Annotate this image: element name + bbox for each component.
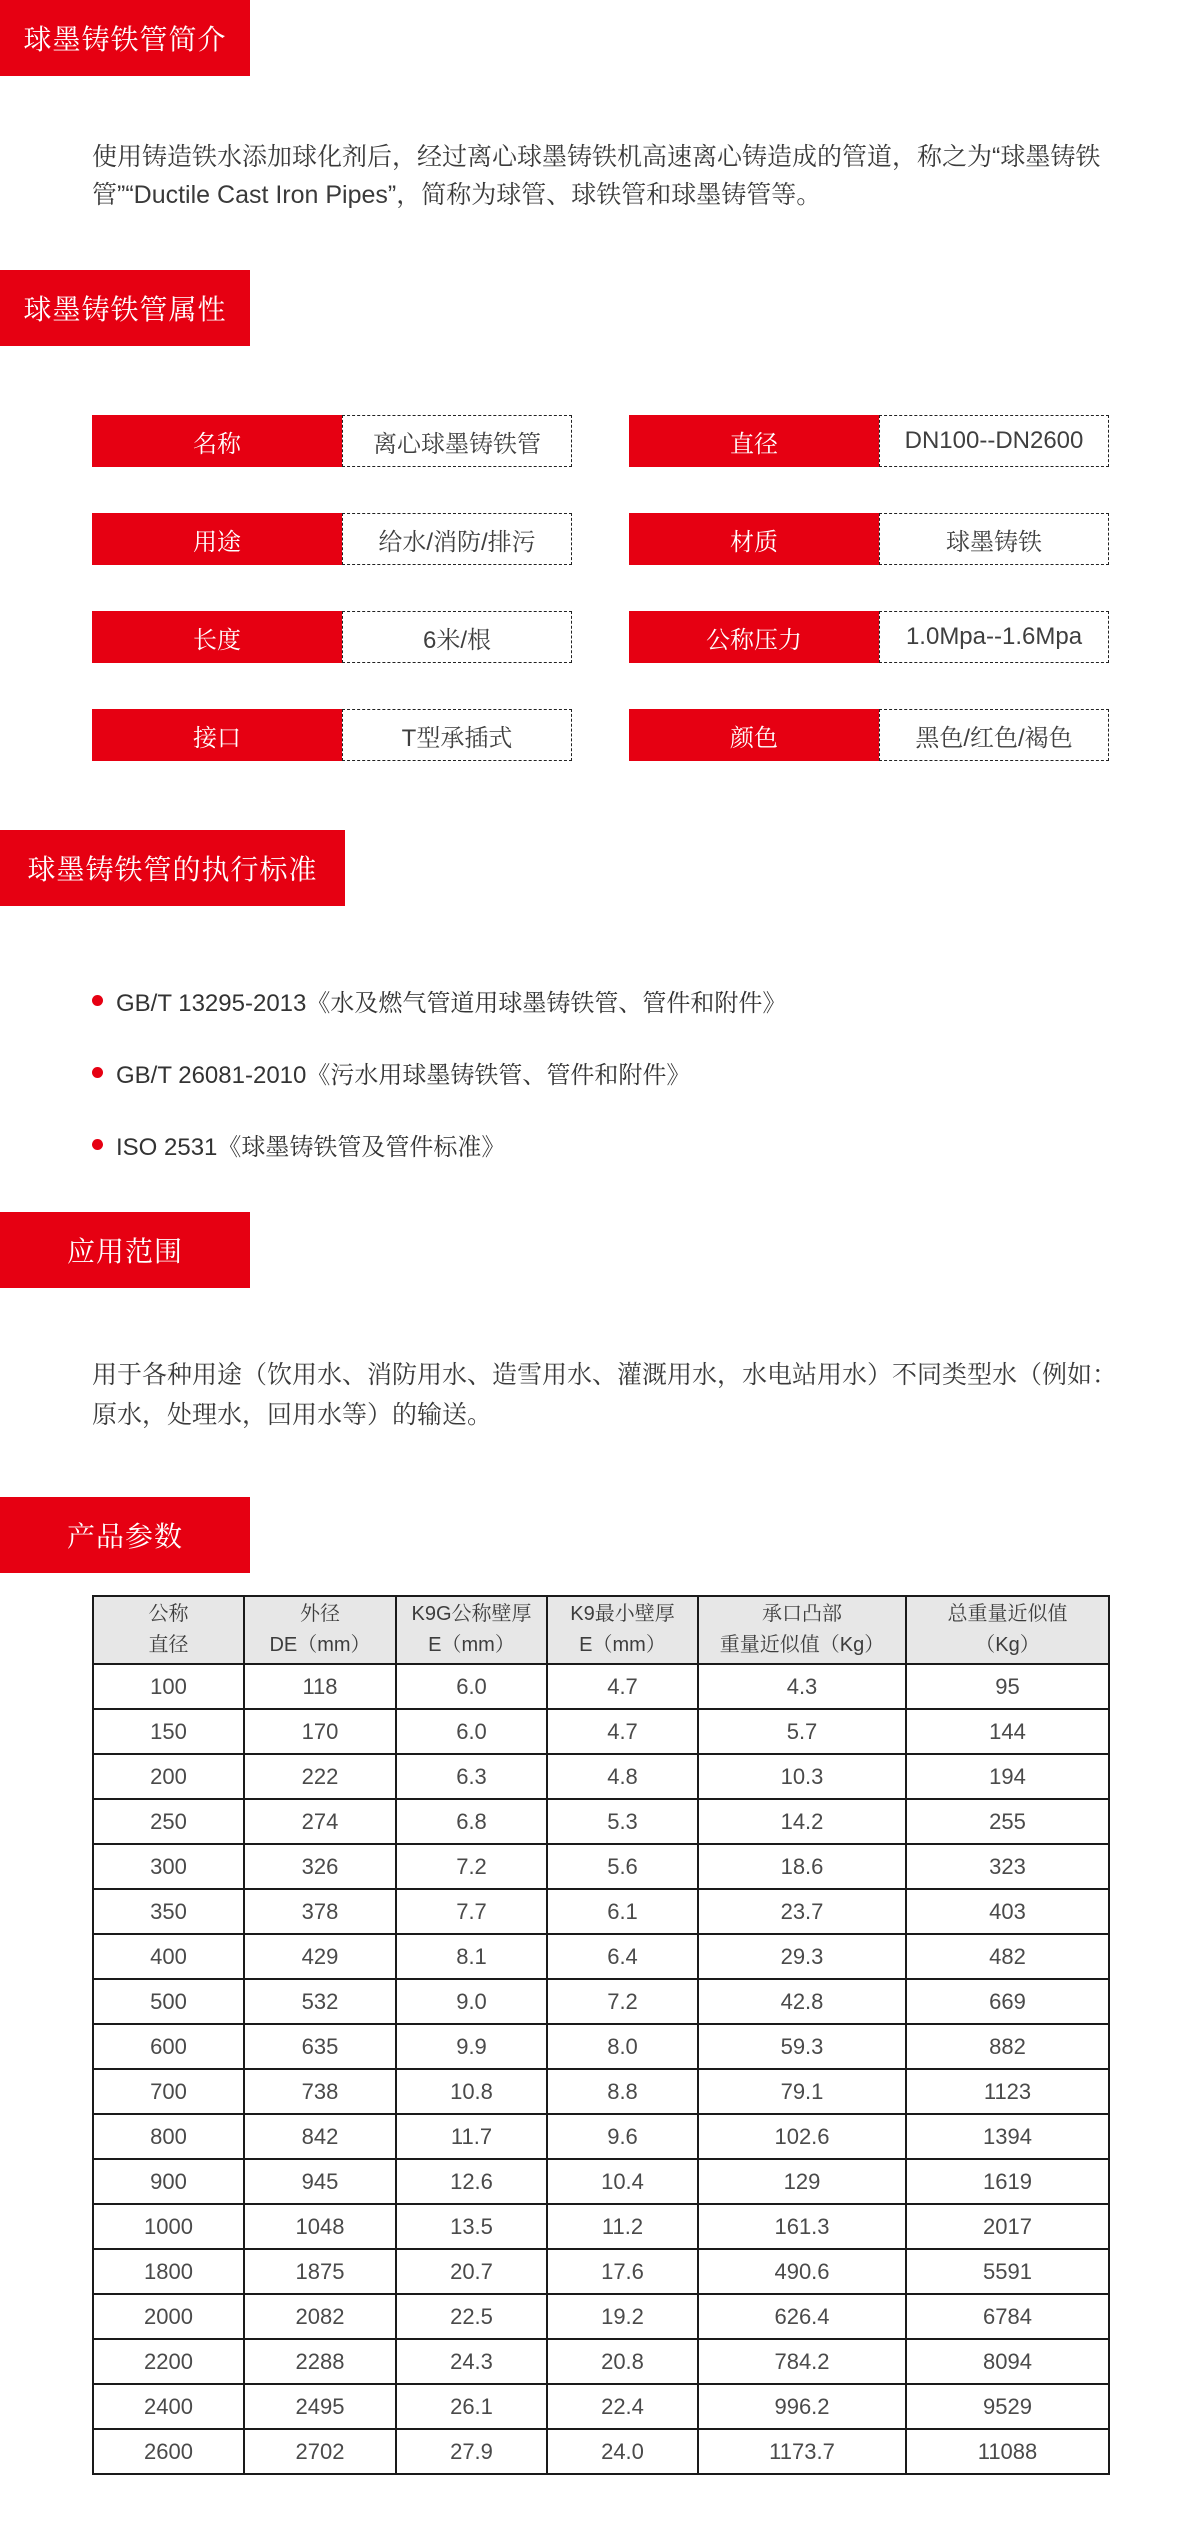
parameters-table-body xyxy=(93,1664,1109,2474)
property-value: 给水/消防/排污 xyxy=(342,513,572,565)
intro-paragraph: 使用铸造铁水添加球化剂后，经过离心球墨铸铁机高速离心铸造成的管道，称之为“球墨铸铁管”“Ductile Cast Iron Pipes”，简称为球管、球铁管和球墨铸管等。 xyxy=(92,143,1101,209)
table-row xyxy=(93,2384,1109,2429)
table-cell: 1619 xyxy=(906,2159,1109,2204)
table-cell: 5.7 xyxy=(698,1709,906,1754)
table-cell: 17.6 xyxy=(547,2249,698,2294)
table-cell: 626.4 xyxy=(698,2294,906,2339)
bullet-dot-icon xyxy=(92,1067,103,1078)
table-cell: 8.1 xyxy=(396,1934,547,1979)
table-cell: 2702 xyxy=(244,2429,396,2474)
application-paragraph: 用于各种用途（饮用水、消防用水、造雪用水、灌溉用水，水电站用水）不同类型水（例如：原水，处理水，回用水等）的输送。 xyxy=(92,1361,1118,1429)
table-cell: 222 xyxy=(244,1754,396,1799)
table-cell: 2017 xyxy=(906,2204,1109,2249)
property-value: 离心球墨铸铁管 xyxy=(342,415,572,467)
table-cell: 2600 xyxy=(93,2429,244,2474)
table-cell: 6.8 xyxy=(396,1799,547,1844)
parameters-table xyxy=(92,1595,1110,2475)
bullet-dot-icon xyxy=(92,1139,103,1150)
table-cell: 5591 xyxy=(906,2249,1109,2294)
table-row xyxy=(93,1979,1109,2024)
table-cell: 4.7 xyxy=(547,1709,698,1754)
table-cell: 23.7 xyxy=(698,1889,906,1934)
table-cell: 482 xyxy=(906,1934,1109,1979)
table-cell: 2400 xyxy=(93,2384,244,2429)
table-cell: 24.3 xyxy=(396,2339,547,2384)
table-header-cell xyxy=(396,1596,547,1664)
table-cell: 429 xyxy=(244,1934,396,1979)
table-cell: 26.1 xyxy=(396,2384,547,2429)
table-cell: 194 xyxy=(906,1754,1109,1799)
table-row xyxy=(93,1934,1109,1979)
table-row xyxy=(93,1664,1109,1709)
table-cell: 945 xyxy=(244,2159,396,2204)
table-cell: 2495 xyxy=(244,2384,396,2429)
table-cell: 2000 xyxy=(93,2294,244,2339)
property-label: 名称 xyxy=(92,415,342,467)
table-cell: 700 xyxy=(93,2069,244,2114)
table-cell: 326 xyxy=(244,1844,396,1889)
table-cell: 784.2 xyxy=(698,2339,906,2384)
table-header-cell xyxy=(244,1596,396,1664)
table-header-line: E（mm） xyxy=(579,1634,666,1656)
property-value: DN100--DN2600 xyxy=(879,415,1109,467)
table-row xyxy=(93,2429,1109,2474)
table-cell: 8094 xyxy=(906,2339,1109,2384)
table-cell: 10.4 xyxy=(547,2159,698,2204)
table-cell: 79.1 xyxy=(698,2069,906,2114)
standards-item-text: GB/T 13295-2013《水及燃气管道用球墨铸铁管、管件和附件》 xyxy=(116,989,787,1017)
table-cell: 13.5 xyxy=(396,2204,547,2249)
section-badge-parameters: 产品参数 xyxy=(0,1497,250,1573)
property-pair xyxy=(92,709,572,761)
table-cell: 882 xyxy=(906,2024,1109,2069)
table-cell: 4.8 xyxy=(547,1754,698,1799)
property-value: 球墨铸铁 xyxy=(879,513,1109,565)
property-label: 用途 xyxy=(92,513,342,565)
table-cell: 9.6 xyxy=(547,2114,698,2159)
property-value: 6米/根 xyxy=(342,611,572,663)
table-cell: 8.0 xyxy=(547,2024,698,2069)
table-cell: 7.7 xyxy=(396,1889,547,1934)
property-pair xyxy=(629,709,1109,761)
table-cell: 250 xyxy=(93,1799,244,1844)
table-cell: 129 xyxy=(698,2159,906,2204)
table-cell: 27.9 xyxy=(396,2429,547,2474)
table-row xyxy=(93,2204,1109,2249)
table-cell: 7.2 xyxy=(547,1979,698,2024)
table-row xyxy=(93,1754,1109,1799)
table-cell: 7.2 xyxy=(396,1844,547,1889)
property-label: 直径 xyxy=(629,415,879,467)
table-cell: 635 xyxy=(244,2024,396,2069)
table-row xyxy=(93,1844,1109,1889)
table-header-line: 直径 xyxy=(148,1634,189,1656)
table-cell: 150 xyxy=(93,1709,244,1754)
table-cell: 42.8 xyxy=(698,1979,906,2024)
section-badge-properties: 球墨铸铁管属性 xyxy=(0,270,250,346)
table-cell: 12.6 xyxy=(396,2159,547,2204)
table-header-cell xyxy=(93,1596,244,1664)
table-cell: 669 xyxy=(906,1979,1109,2024)
table-cell: 14.2 xyxy=(698,1799,906,1844)
table-row xyxy=(93,1709,1109,1754)
table-header-line: K9G公称壁厚 xyxy=(411,1603,532,1625)
table-cell: 102.6 xyxy=(698,2114,906,2159)
table-cell: 500 xyxy=(93,1979,244,2024)
table-cell: 22.5 xyxy=(396,2294,547,2339)
table-cell: 5.3 xyxy=(547,1799,698,1844)
table-cell: 532 xyxy=(244,1979,396,2024)
table-row xyxy=(93,2114,1109,2159)
table-cell: 144 xyxy=(906,1709,1109,1754)
table-cell: 300 xyxy=(93,1844,244,1889)
section-badge-application: 应用范围 xyxy=(0,1212,250,1288)
table-row xyxy=(93,2294,1109,2339)
table-cell: 6.4 xyxy=(547,1934,698,1979)
table-row xyxy=(93,2249,1109,2294)
table-cell: 22.4 xyxy=(547,2384,698,2429)
table-header-line: 承口凸部 xyxy=(762,1603,842,1625)
table-cell: 4.7 xyxy=(547,1664,698,1709)
table-cell: 170 xyxy=(244,1709,396,1754)
table-cell: 274 xyxy=(244,1799,396,1844)
table-cell: 6.3 xyxy=(396,1754,547,1799)
table-cell: 6.0 xyxy=(396,1664,547,1709)
table-cell: 4.3 xyxy=(698,1664,906,1709)
table-cell: 5.6 xyxy=(547,1844,698,1889)
table-cell: 1394 xyxy=(906,2114,1109,2159)
table-cell: 200 xyxy=(93,1754,244,1799)
table-cell: 24.0 xyxy=(547,2429,698,2474)
table-header-line: （Kg） xyxy=(975,1634,1040,1656)
parameters-table-head xyxy=(93,1596,1109,1664)
property-label: 材质 xyxy=(629,513,879,565)
table-cell: 9.9 xyxy=(396,2024,547,2069)
table-cell: 161.3 xyxy=(698,2204,906,2249)
table-cell: 490.6 xyxy=(698,2249,906,2294)
property-pair xyxy=(92,611,572,663)
table-header-cell xyxy=(698,1596,906,1664)
table-cell: 100 xyxy=(93,1664,244,1709)
table-cell: 900 xyxy=(93,2159,244,2204)
table-header-line: K9最小壁厚 xyxy=(570,1603,675,1625)
table-cell: 9529 xyxy=(906,2384,1109,2429)
table-cell: 11.7 xyxy=(396,2114,547,2159)
table-row xyxy=(93,2339,1109,2384)
table-cell: 29.3 xyxy=(698,1934,906,1979)
table-header-line: DE（mm） xyxy=(269,1634,371,1656)
table-cell: 842 xyxy=(244,2114,396,2159)
table-cell: 400 xyxy=(93,1934,244,1979)
table-cell: 19.2 xyxy=(547,2294,698,2339)
table-cell: 738 xyxy=(244,2069,396,2114)
table-cell: 1048 xyxy=(244,2204,396,2249)
table-cell: 378 xyxy=(244,1889,396,1934)
table-cell: 2288 xyxy=(244,2339,396,2384)
property-label: 长度 xyxy=(92,611,342,663)
table-cell: 8.8 xyxy=(547,2069,698,2114)
property-pair xyxy=(92,415,572,467)
section-badge-intro: 球墨铸铁管简介 xyxy=(0,0,250,76)
property-value: 1.0Mpa--1.6Mpa xyxy=(879,611,1109,663)
table-header-cell xyxy=(547,1596,698,1664)
table-row xyxy=(93,2159,1109,2204)
table-cell: 403 xyxy=(906,1889,1109,1934)
table-header-cell xyxy=(906,1596,1109,1664)
property-pair xyxy=(629,611,1109,663)
table-header-row xyxy=(93,1596,1109,1664)
table-cell: 996.2 xyxy=(698,2384,906,2429)
property-label: 颜色 xyxy=(629,709,879,761)
table-cell: 10.3 xyxy=(698,1754,906,1799)
standards-item xyxy=(92,1129,1200,1159)
property-pair xyxy=(629,415,1109,467)
property-pair xyxy=(629,513,1109,565)
table-row xyxy=(93,2069,1109,2114)
standards-item xyxy=(92,1057,1200,1087)
table-cell: 59.3 xyxy=(698,2024,906,2069)
table-cell: 1800 xyxy=(93,2249,244,2294)
table-cell: 350 xyxy=(93,1889,244,1934)
property-value: 黑色/红色/褐色 xyxy=(879,709,1109,761)
table-header-line: E（mm） xyxy=(428,1634,515,1656)
standards-item xyxy=(92,985,1200,1015)
table-cell: 1123 xyxy=(906,2069,1109,2114)
table-cell: 10.8 xyxy=(396,2069,547,2114)
table-header-line: 重量近似值（Kg） xyxy=(719,1634,885,1656)
table-cell: 800 xyxy=(93,2114,244,2159)
standards-list xyxy=(92,985,1200,1159)
table-cell: 1000 xyxy=(93,2204,244,2249)
table-header-line: 总重量近似值 xyxy=(947,1603,1068,1625)
table-cell: 118 xyxy=(244,1664,396,1709)
table-header-line: 公称 xyxy=(148,1603,189,1625)
table-cell: 600 xyxy=(93,2024,244,2069)
table-cell: 1173.7 xyxy=(698,2429,906,2474)
table-cell: 11.2 xyxy=(547,2204,698,2249)
property-value: T型承插式 xyxy=(342,709,572,761)
section-badge-standards: 球墨铸铁管的执行标准 xyxy=(0,830,345,906)
property-pair xyxy=(92,513,572,565)
property-label: 公称压力 xyxy=(629,611,879,663)
table-cell: 18.6 xyxy=(698,1844,906,1889)
table-cell: 6784 xyxy=(906,2294,1109,2339)
table-row xyxy=(93,1799,1109,1844)
bullet-dot-icon xyxy=(92,995,103,1006)
table-cell: 2082 xyxy=(244,2294,396,2339)
standards-item-text: ISO 2531《球墨铸铁管及管件标准》 xyxy=(116,1133,506,1161)
table-cell: 6.1 xyxy=(547,1889,698,1934)
table-cell: 323 xyxy=(906,1844,1109,1889)
table-header-line: 外径 xyxy=(300,1603,340,1625)
table-cell: 95 xyxy=(906,1664,1109,1709)
properties-grid xyxy=(92,415,1109,761)
table-cell: 2200 xyxy=(93,2339,244,2384)
table-row xyxy=(93,2024,1109,2069)
standards-item-text: GB/T 26081-2010《污水用球墨铸铁管、管件和附件》 xyxy=(116,1061,691,1089)
property-label: 接口 xyxy=(92,709,342,761)
table-cell: 1875 xyxy=(244,2249,396,2294)
table-cell: 255 xyxy=(906,1799,1109,1844)
table-cell: 20.7 xyxy=(396,2249,547,2294)
table-cell: 6.0 xyxy=(396,1709,547,1754)
table-cell: 20.8 xyxy=(547,2339,698,2384)
table-cell: 9.0 xyxy=(396,1979,547,2024)
table-cell: 11088 xyxy=(906,2429,1109,2474)
table-row xyxy=(93,1889,1109,1934)
